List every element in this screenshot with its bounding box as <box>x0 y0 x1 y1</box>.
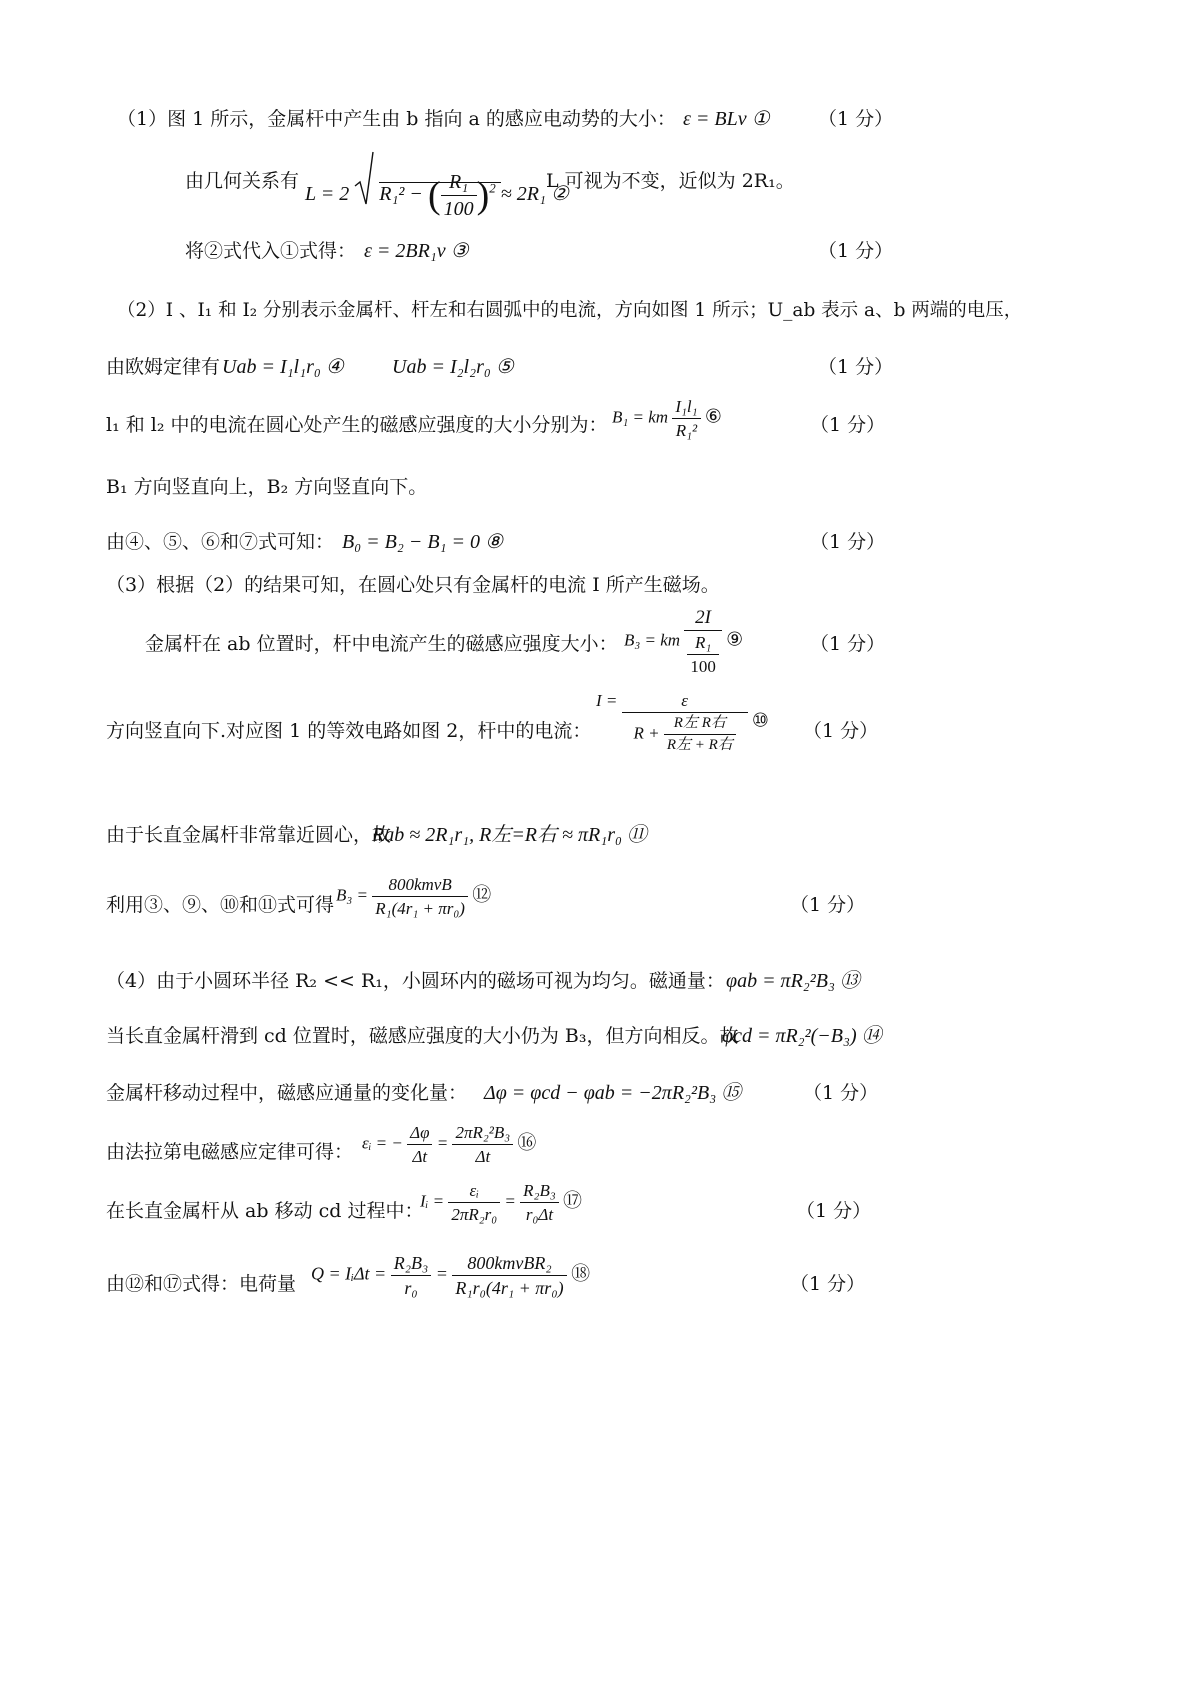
eq-length-r1: R₁² − <box>379 183 423 206</box>
eq-b3-result-marker: ⑫ <box>472 883 492 906</box>
eq-flux-cd: φcd = πR₂²(−B₃) ⑭ <box>722 1025 882 1047</box>
part3-text: （3）根据（2）的结果可知，在圆心处只有金属杆的电流 I 所产生磁场。 <box>106 574 720 596</box>
combine-text: 由④、⑤、⑥和⑦式可知： <box>106 531 335 553</box>
eq-b3-marker: ⑨ <box>726 628 744 651</box>
eq-b3-den-den: 100 <box>690 657 716 676</box>
eq-ohm-1: Uab = I₁l₁r₀ ④ <box>222 356 344 378</box>
points-3: （1 分） <box>818 240 894 262</box>
points-6: （1 分） <box>810 414 886 436</box>
eq-current-den-r: R + <box>633 723 660 743</box>
eq-emf-induced-prefix: εᵢ = − <box>362 1133 403 1153</box>
points-18: （1 分） <box>796 1200 872 1222</box>
part1-text: （1）图 1 所示，金属杆中产生由 b 指向 a 的感应电动势的大小： <box>117 108 676 130</box>
eq-length-radicand: R₁² − ( $\frac{\text{R₁}}{100}$ )$^2$ <box>379 182 500 205</box>
eq-charge-num2: 800kmvBR₂ <box>452 1254 566 1276</box>
eq-b3-result-prefix: B₃ = <box>336 885 369 905</box>
b3-result-text: 利用③、⑨、⑩和⑪式可得 <box>106 894 335 916</box>
eq-emf2: ε = 2BR₁v ③ <box>364 240 469 262</box>
eq-b3-result-num: 800kmvB <box>372 876 468 897</box>
part2-text: （2）I 、I₁ 和 I₂ 分别表示金属杆、杆左和右圆弧中的电流，方向如图 1 所示；U_ab 表示 a、b 两端的电压， <box>117 300 1023 321</box>
part4-text: （4）由于小圆环半径 R₂ << R₁，小圆环内的磁场可视为均匀。磁通量： <box>106 970 725 992</box>
resistance-text: 由于长直金属杆非常靠近圆心，故 <box>106 824 392 846</box>
eq-b0: B₀ = B₂ − B₁ = 0 ⑧ <box>342 531 503 553</box>
eq-b3-result-den: R₁(4r₁ + πr₀) <box>375 899 465 918</box>
eq-emf: ε = BLv ① <box>683 108 770 130</box>
eq-emf-induced <box>362 1124 536 1165</box>
induced-current-text: 在长直金属杆从 ab 移动 cd 过程中： <box>106 1200 424 1222</box>
direction-text: B₁ 方向竖直向上，B₂ 方向竖直向下。 <box>106 476 428 498</box>
eq-length-num: R₁ <box>441 172 477 196</box>
cd-text: 当长直金属杆滑到 cd 位置时，磁感应强度的大小仍为 B₃，但方向相反。故 <box>106 1025 739 1047</box>
points-11: （1 分） <box>803 720 879 742</box>
eq-induced-current-prefix: Iᵢ = <box>420 1191 445 1211</box>
eq-charge-prefix: Q = IᵢΔt = <box>311 1263 387 1284</box>
eq-b1-num: I₁l₁ <box>672 398 700 419</box>
eq-emf-induced-marker: ⑯ <box>517 1131 537 1154</box>
eq-emf-induced-num2: 2πR₂²B₃ <box>452 1124 513 1145</box>
points-5: （1 分） <box>818 356 894 378</box>
eq-current-den-den: R左 + R右 <box>666 737 733 753</box>
charge-text: 由⑫和⑰式得：电荷量 <box>106 1273 297 1295</box>
eq-induced-current-marker: ⑰ <box>563 1189 583 1212</box>
eq-emf-induced-eq: = <box>436 1133 449 1153</box>
eq-induced-current-eq: = <box>504 1191 516 1211</box>
eq-length-approx: ≈ 2R₁ ② <box>500 183 569 206</box>
eq-length-prefix: L = 2 <box>305 183 350 206</box>
eq-induced-current <box>420 1182 582 1223</box>
flux-change-text: 金属杆移动过程中，磁感应通量的变化量： <box>106 1082 468 1104</box>
b3-text: 金属杆在 ab 位置时，杆中电流产生的磁感应强度大小： <box>145 633 618 655</box>
eq-flux-ab: φab = πR₂²B₃ ⑬ <box>726 970 860 992</box>
eq-emf-induced-num1: Δφ <box>407 1124 432 1145</box>
eq-charge-eq: = <box>435 1263 448 1284</box>
eq-b1 <box>612 398 722 439</box>
eq-charge-den1: r₀ <box>404 1278 418 1298</box>
geometry-text: 由几何关系有 <box>185 170 300 192</box>
eq-current-num: ε <box>622 692 748 713</box>
eq-current-marker: ⑩ <box>751 709 769 732</box>
eq-emf-induced-den2: Δt <box>475 1147 491 1166</box>
eq-emf-induced-den1: Δt <box>412 1147 428 1166</box>
eq-ohm-2: Uab = I₂l₂r₀ ⑤ <box>392 356 514 378</box>
points-8: （1 分） <box>810 531 886 553</box>
sqrt-sign-icon <box>354 150 374 208</box>
eq-b3 <box>624 608 743 675</box>
eq-b3-num: 2I <box>684 608 722 631</box>
eq-induced-current-den2: r₀Δt <box>525 1205 554 1224</box>
eq-flux-change: Δφ = φcd − φab = −2πR₂²B₃ ⑮ <box>484 1082 742 1104</box>
eq-induced-current-den1: 2πR₂r₀ <box>451 1205 498 1224</box>
eq-b3-result <box>336 876 491 917</box>
geometry-note: L 可视为不变，近似为 2R₁。 <box>546 170 795 192</box>
faraday-text: 由法拉第电磁感应定律可得： <box>106 1141 354 1163</box>
eq-length <box>305 150 569 220</box>
points-19: （1 分） <box>790 1273 866 1295</box>
field-text: l₁ 和 l₂ 中的电流在圆心处产生的磁感应强度的大小分别为： <box>106 414 608 436</box>
eq-length-den: 100 <box>443 198 474 220</box>
eq-b1-marker: ⑥ <box>704 405 722 428</box>
eq-b3-prefix: B₃ = km <box>624 630 681 650</box>
eq-charge-den2: R₁r₀(4r₁ + πr₀) <box>455 1278 564 1298</box>
eq-induced-current-num2: R₂B₃ <box>520 1182 559 1203</box>
eq-resistance: Rab ≈ 2R₁r₁, R左=R右 ≈ πR₁r₀ ⑪ <box>372 824 647 846</box>
points-16: （1 分） <box>803 1082 879 1104</box>
ohm-text: 由欧姆定律有 <box>106 356 221 378</box>
eq-current-den-num: R左 R右 <box>664 716 736 735</box>
eq-b1-prefix: B₁ = km <box>612 407 669 427</box>
eq-b1-den: R₁² <box>675 421 698 440</box>
points-13: （1 分） <box>790 894 866 916</box>
points-10: （1 分） <box>810 633 886 655</box>
eq-current <box>596 692 769 753</box>
eq-charge <box>311 1254 590 1297</box>
eq-current-prefix: I = <box>596 691 618 711</box>
eq-charge-num1: R₂B₃ <box>391 1254 432 1276</box>
eq-induced-current-num1: εᵢ <box>448 1182 500 1203</box>
current-text: 方向竖直向下.对应图 1 的等效电路如图 2，杆中的电流： <box>106 720 592 742</box>
substitute-text: 将②式代入①式得： <box>185 240 357 262</box>
eq-charge-marker: ⑱ <box>571 1262 591 1285</box>
eq-b3-den-num: R₁ <box>687 634 719 655</box>
points-1: （1 分） <box>818 108 894 130</box>
